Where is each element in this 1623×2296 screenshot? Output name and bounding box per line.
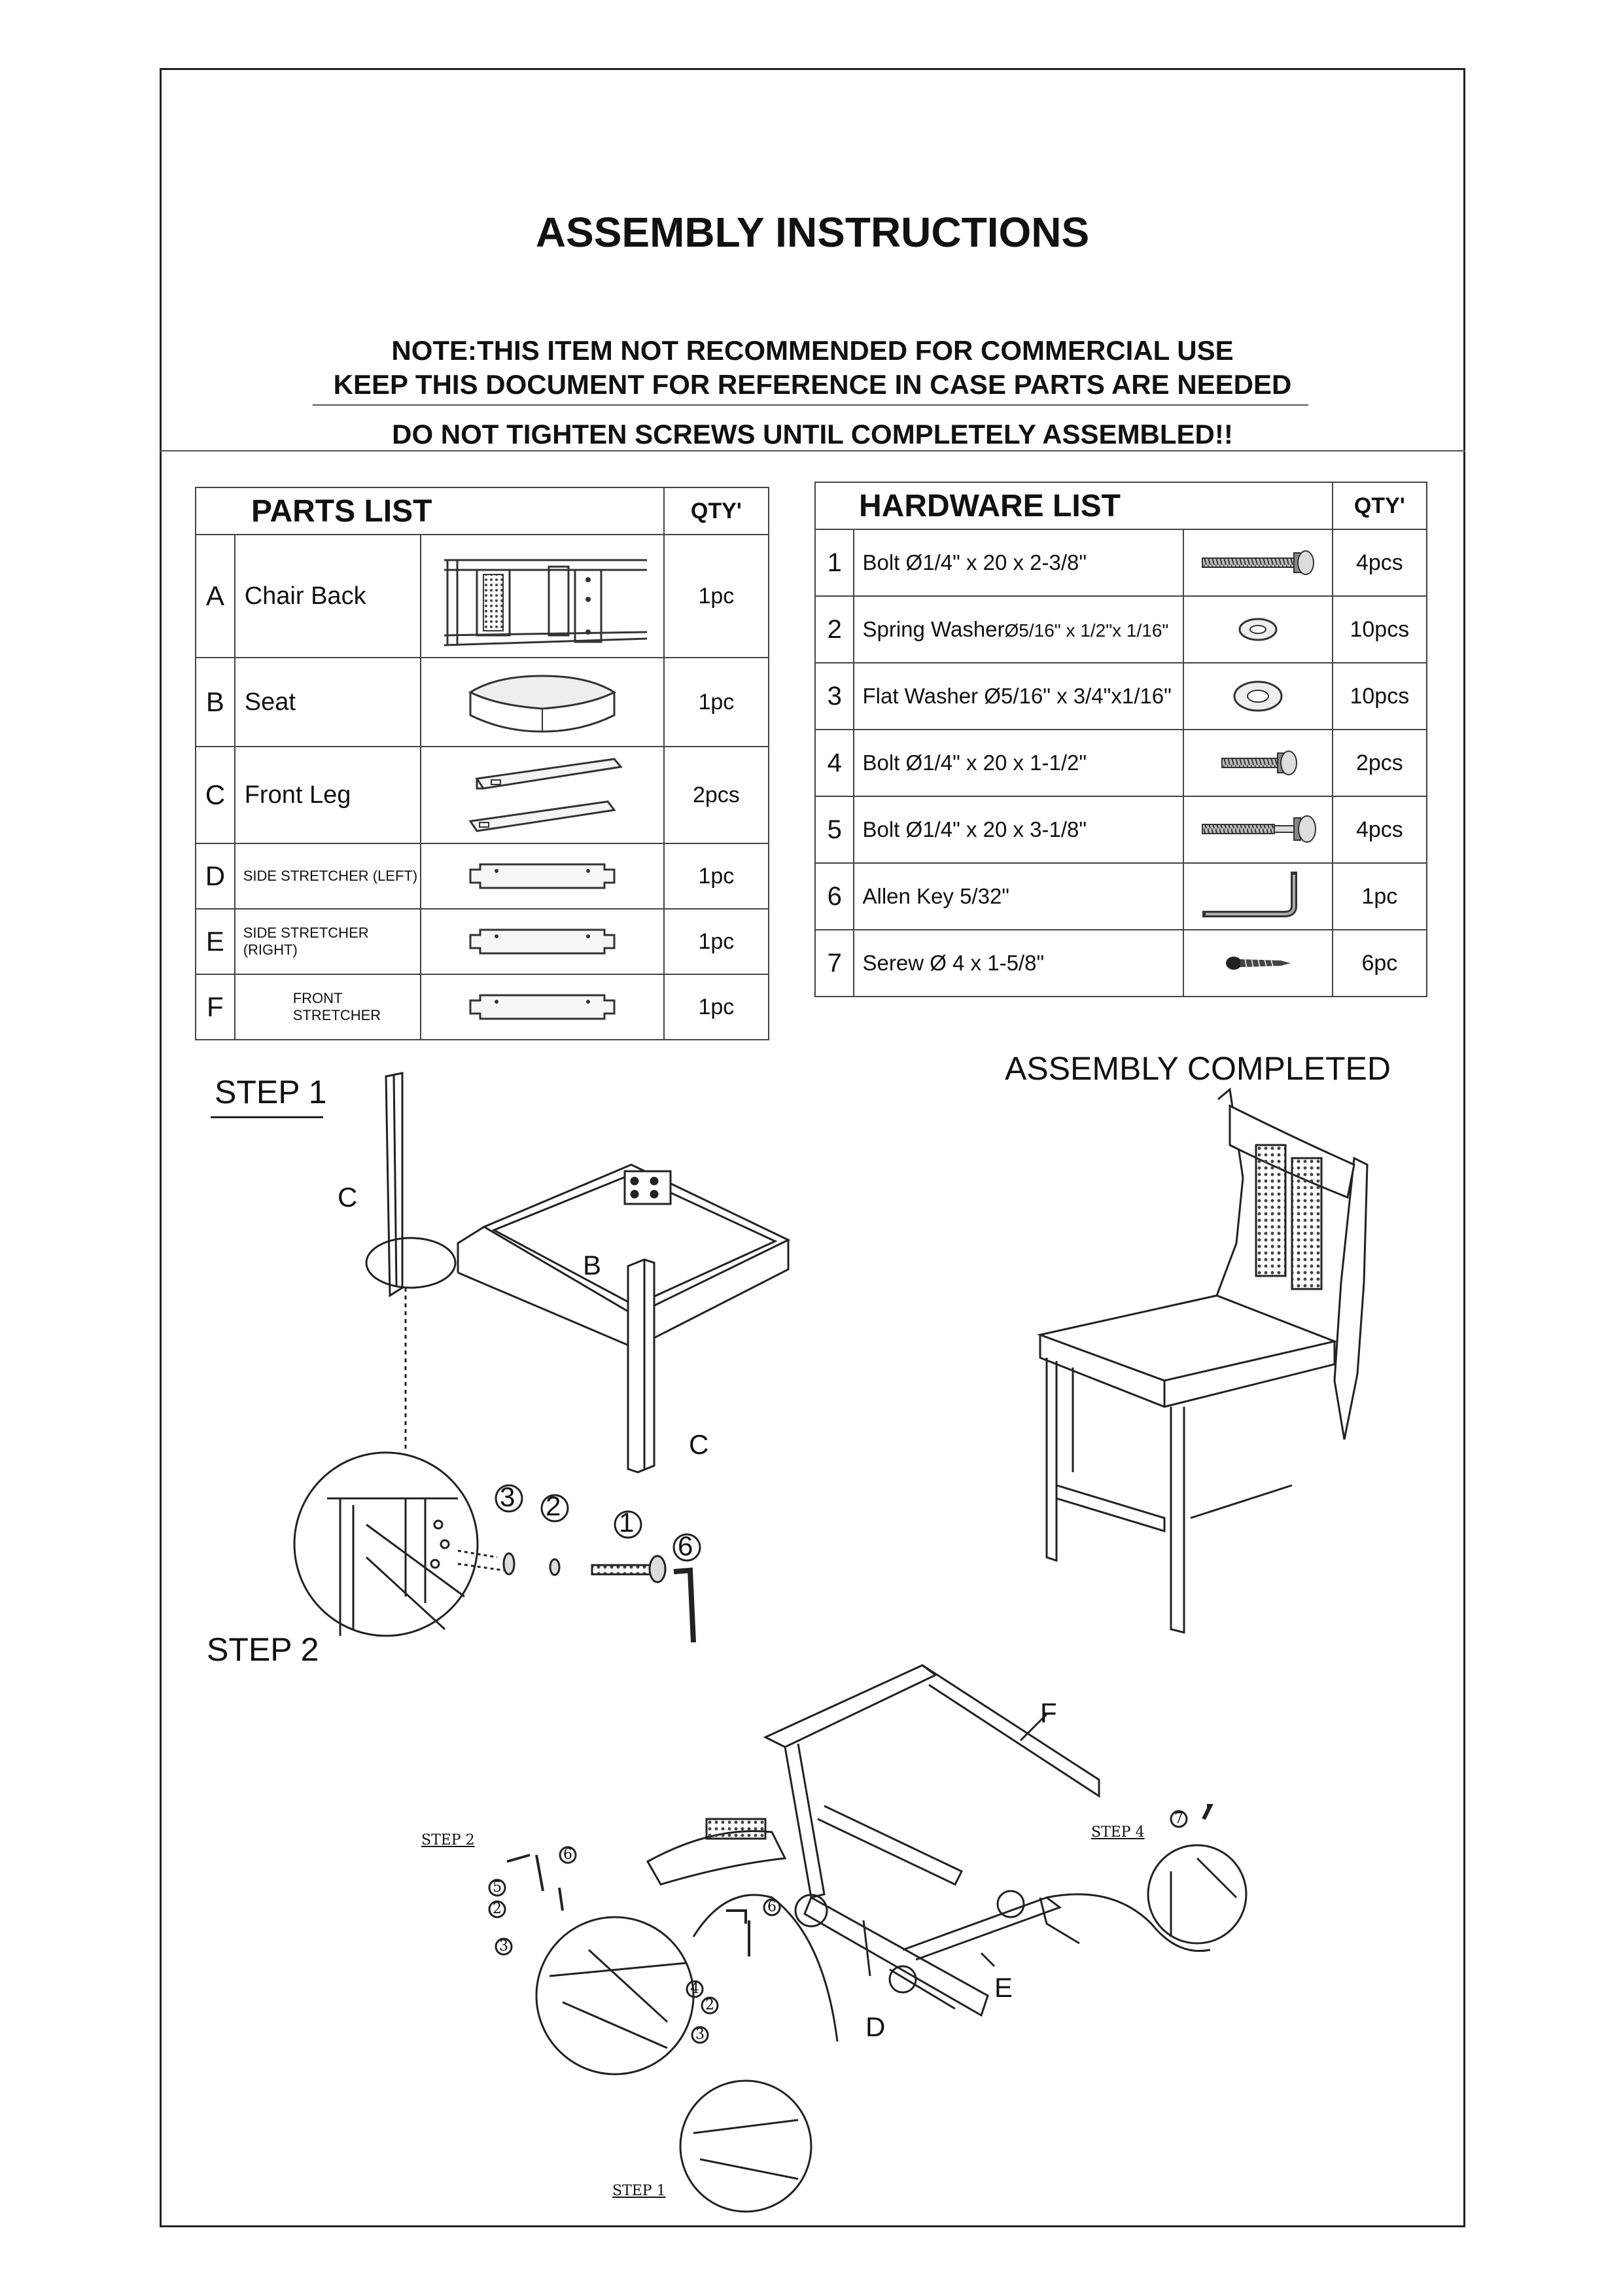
step-2-drawing [489,1665,1246,2212]
label-f: F [1040,1697,1057,1728]
part-letter: C [196,747,235,843]
hardware-name: Spring Washer [862,617,1005,641]
hardware-number: 3 [815,663,854,730]
small-step-4-label: STEP 4 [1091,1824,1145,1841]
part-letter: B [196,658,235,747]
hardware-name: Bolt [862,751,900,775]
hardware-name: Allen Key [862,884,954,908]
label-hardware-2: 2 [546,1491,561,1521]
part-qty: 1pc [664,843,769,909]
hardware-number: 5 [815,796,854,863]
part-qty: 1pc [664,658,769,747]
completed-chair-drawing [1040,1089,1367,1633]
hardware-size: 5/32" [960,884,1010,908]
hardware-size: Ø5/16" x 1/2"x 1/16" [1004,620,1169,641]
hardware-name: Serew [862,951,924,975]
part-letter: D [196,843,235,909]
hardware-size: Ø1/4" x 20 x 2-3/8" [905,550,1087,574]
label-d: D [865,2011,886,2042]
callout-3-b: 3 [695,2026,705,2043]
callout-6-a: 6 [563,1846,572,1863]
hardware-qty: 2pcs [1333,730,1427,796]
callout-4: 4 [690,1981,699,1997]
label-c-bottom: C [689,1429,709,1460]
callout-5: 5 [493,1879,502,1896]
hardware-size: Ø1/4" x 20 x 1-1/2" [905,751,1087,775]
hardware-qty: 1pc [1333,863,1427,930]
part-qty: 1pc [664,974,769,1040]
note-tighten: DO NOT TIGHTEN SCREWS UNTIL COMPLETELY ASSEMBLED!! [392,419,1233,450]
callout-6-b: 6 [767,1899,777,1915]
assembly-completed-label: ASSEMBLY COMPLETED [1005,1050,1391,1087]
callout-2-b: 2 [705,1997,714,2013]
small-step-2-label: STEP 2 [421,1832,475,1848]
label-hardware-1: 1 [619,1507,635,1538]
part-name: SIDE STRETCHER (LEFT) [235,843,421,909]
hardware-number: 2 [815,596,854,663]
hardware-name: Bolt [862,817,900,841]
parts-list-header: PARTS LIST [196,487,664,535]
hardware-qty: 10pcs [1333,663,1427,730]
label-b: B [583,1250,602,1280]
hardware-name: Flat Washer [862,684,979,708]
hardware-number: 6 [815,863,854,930]
label-hardware-6: 6 [678,1530,693,1561]
hardware-size: Ø5/16" x 3/4"x1/16" [984,684,1172,708]
hardware-size: Ø1/4" x 20 x 3-1/8" [905,817,1087,841]
callout-3-a: 3 [499,1938,508,1954]
part-letter: A [196,535,235,658]
callout-7: 7 [1174,1810,1183,1827]
callout-2-a: 2 [493,1901,502,1917]
note-keep-document: KEEP THIS DOCUMENT FOR REFERENCE IN CASE PARTS ARE NEEDED [333,369,1292,400]
step-1-label: STEP 1 [215,1074,327,1110]
small-step-1-label: STEP 1 [612,2183,666,2199]
label-c-top: C [338,1182,358,1212]
part-qty: 1pc [664,909,769,974]
hardware-number: 4 [815,730,854,796]
part-letter: F [196,974,235,1040]
parts-qty-header: QTY' [664,487,769,535]
part-letter: E [196,909,235,974]
hardware-name: Bolt [862,550,900,574]
hardware-size: Ø 4 x 1-5/8" [930,951,1045,975]
note-commercial: NOTE:THIS ITEM NOT RECOMMENDED FOR COMMERCIAL USE [391,335,1234,366]
hardware-qty: 4pcs [1333,796,1427,863]
hardware-qty: 10pcs [1333,596,1427,663]
step-1-drawing [294,1073,788,1642]
part-name: Seat [235,658,421,747]
step-2-label: STEP 2 [207,1631,319,1668]
hardware-list-header: HARDWARE LIST [815,482,1333,529]
part-name: Front Leg [235,747,421,843]
page-title: ASSEMBLY INSTRUCTIONS [535,209,1090,256]
hardware-qty: 6pc [1333,930,1427,997]
part-qty: 1pc [664,535,769,658]
part-name: FRONT STRETCHER [235,974,421,1040]
label-e: E [994,1972,1013,2003]
part-name: Chair Back [235,535,421,658]
label-hardware-3: 3 [500,1481,515,1512]
part-qty: 2pcs [664,747,769,843]
hardware-number: 1 [815,529,854,596]
hardware-qty-header: QTY' [1333,482,1427,529]
hardware-number: 7 [815,930,854,997]
hardware-qty: 4pcs [1333,529,1427,596]
part-name: SIDE STRETCHER (RIGHT) [235,909,421,974]
